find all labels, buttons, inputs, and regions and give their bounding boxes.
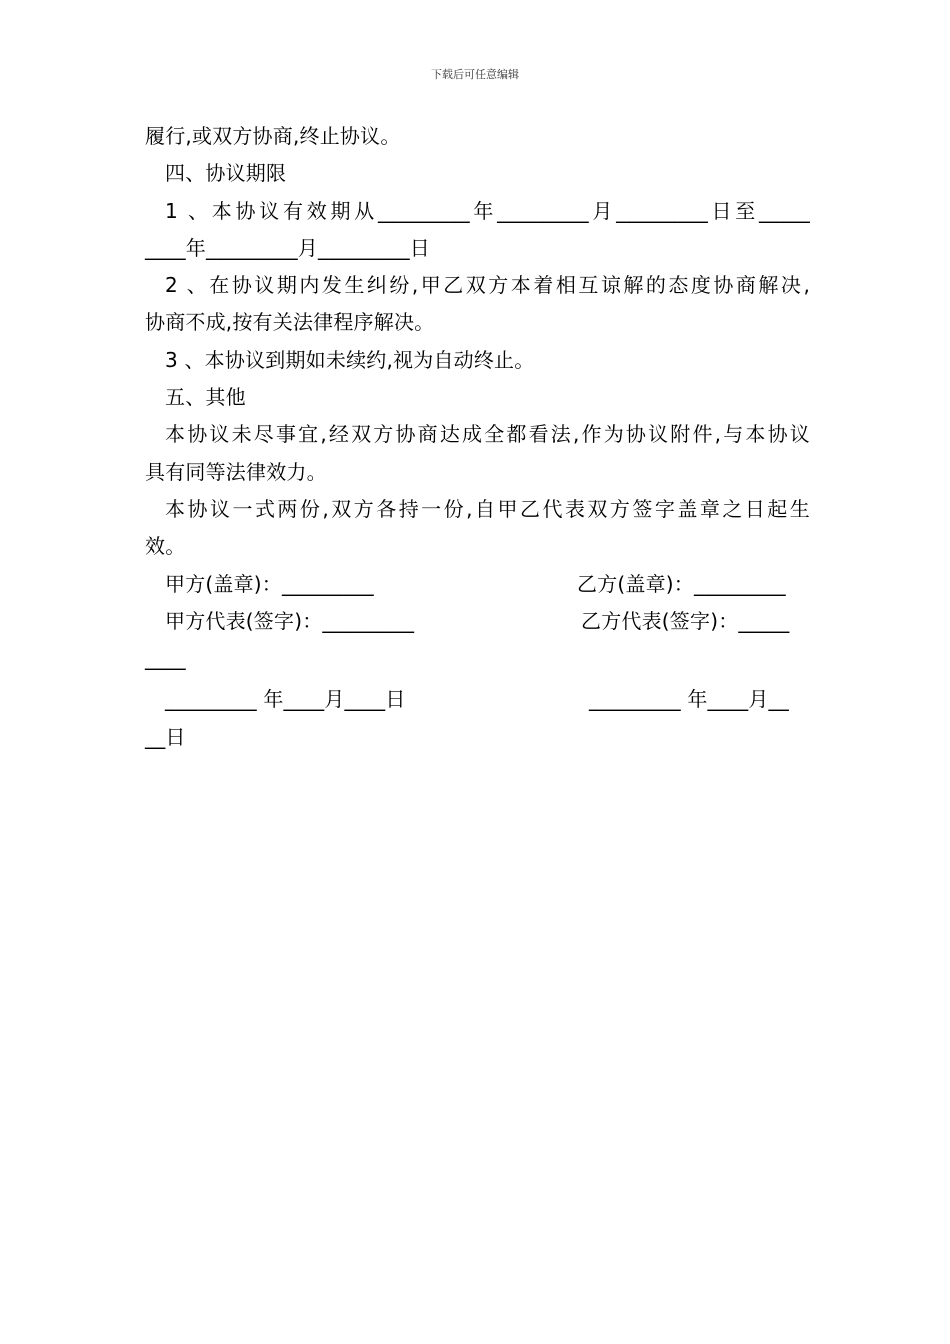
party-a-date-field: _________ 年____月____日 (165, 687, 406, 712)
party-b-rep-field-continued: ____ (145, 646, 186, 671)
party-b-date-field-continued: __日 (145, 724, 186, 749)
section-title: 四、协议期限 (165, 161, 287, 186)
other-paragraph-1-line-2: 具有同等法律效力。 (145, 459, 327, 484)
party-b-rep-field: 乙方代表(签字)：_____ (581, 608, 790, 633)
term-item-2-line-1: 2 、在协议期内发生纠纷,甲乙双方本着相互谅解的态度协商解决, (165, 273, 810, 298)
party-b-date-field: _________ 年____月__ (589, 687, 789, 712)
page-header: 下载后可任意编辑 (431, 68, 519, 81)
representative-row (145, 603, 810, 640)
party-a-rep-field: 甲方代表(签字)：_________ (165, 608, 415, 633)
party-a-seal-field: 甲方(盖章)：_________ (165, 571, 374, 596)
other-paragraph-2-line-2: 效。 (145, 534, 186, 559)
other-paragraph-2-line-1: 本协议一式两份,双方各持一份,自甲乙代表双方签字盖章之日起生 (165, 496, 810, 521)
term-item-1-line-2: ____年_________月_________日 (145, 235, 430, 260)
other-paragraph-1-line-1: 本协议未尽事宜,经双方协商达成全都看法,作为协议附件,与本协议 (165, 422, 810, 447)
term-item-1-line-1: 1 、本协议有效期从_________年_________月_________日至_____ (165, 198, 810, 223)
paragraph-line: 履行,或双方协商,终止协议。 (145, 124, 401, 148)
section-title: 五、其他 (165, 385, 246, 410)
term-item-2-line-2: 协商不成,按有关法律程序解决。 (145, 310, 435, 335)
seal-row (145, 566, 810, 603)
term-item-3: 3 、本协议到期如未续约,视为自动终止。 (165, 347, 535, 372)
date-row (145, 681, 810, 718)
document-body (145, 118, 810, 756)
party-b-seal-field: 乙方(盖章)：_________ (577, 571, 786, 596)
